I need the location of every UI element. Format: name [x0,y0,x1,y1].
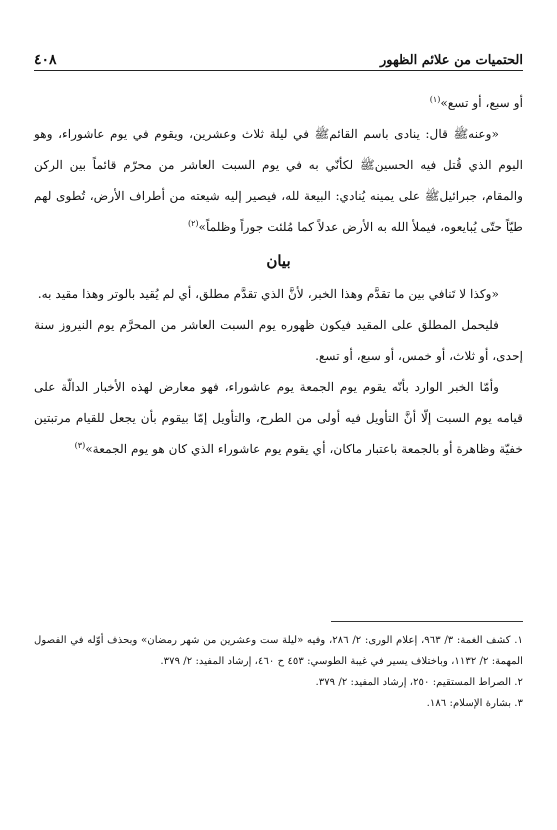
page-header [34,36,523,71]
paragraph-text: أو سبع، أو تسع» [440,96,523,110]
paragraph-text: وأمّا الخبر الوارد بأنّه يقوم يوم الجمعة يوم عاشوراء، فهو معارض لهذه الأخبار الدالّة على قيامه يوم السبت إلّا أنَّ التأويل فيه أولى من الطرح، والتأويل إمّا بيقوم بأن يجعل للقيام مرتبتين خفيّة وظاهرة أو بالجمعة باعتبار ماكان، أي يقوم يوم عاشوراء الذي كان هو يوم الجمعة» [34,380,523,456]
footnote-divider [331,621,523,622]
footnote: ١. كشف الغمة: ٣/ ٩٦٣، إعلام الورى: ٢/ ٢٨٦، وفيه «ليلة ست وعشرين من شهر رمضان» وبحذف أوّله في الفصول المهمة: ٢/ ١١٣٢، وباختلاف يسير في غيبة الطوسي: ٤٥٣ ح ٤٦٠، إرشاد المفيد: ٢/ ٣٧٩. [34,635,524,667]
footnotes [34,630,523,714]
paragraph: فليحمل المطلق على المقيد فيكون ظهوره يوم السبت العاشر من المحرَّم يوم النيروز سنة إحدى، أو ثلاث، أو خمس، أو سبع، أو تسع. [34,318,523,363]
body-text [34,88,523,465]
paragraph: «وكذا لا تَنافي بين ما تقدَّم وهذا الخبر، لأنَّ الذي تقدَّم مطلق، أي لم يُقيد بالوتر وهذا مقيد به. [37,287,499,301]
running-title: الحتميات من علائم الظهور [380,53,523,68]
footnote-marker[interactable]: (٢) [188,218,199,228]
page-number: ٤٠٨ [34,52,57,68]
footnote-marker[interactable]: (٣) [74,440,86,450]
footnote: ٣. بشارة الإسلام: ١٨٦. [426,698,523,709]
footnote-marker[interactable]: (١) [429,94,441,104]
footnote: ٢. الصراط المستقيم: ٢٥٠، إرشاد المفيد: ٢/ ٣٧٩. [315,677,523,688]
section-heading: بيان [266,252,291,270]
paragraph [34,88,523,119]
paragraph-text: «وعنهﷺ قال: ينادى باسم القائمﷺ في ليلة ثلاث وعشرين، ويقوم في يوم عاشوراء، وهو اليوم الذي قُتل فيه الحسينﷺ لكأنّي به في يوم السبت العاشر من محرّم قائماً بين الركن والمقام، جبرائيلﷺ على يمينه يُنادي: البيعة لله، فيصير إليه شيعته من أطراف الأرض، تُطوى لهم طيّاً حتّى يُبايعوه، فيملأ الله به الأرض عدلاً كما مُلئت جوراً وظلماً» [34,127,523,234]
paragraph [34,119,523,243]
paragraph [34,372,523,465]
